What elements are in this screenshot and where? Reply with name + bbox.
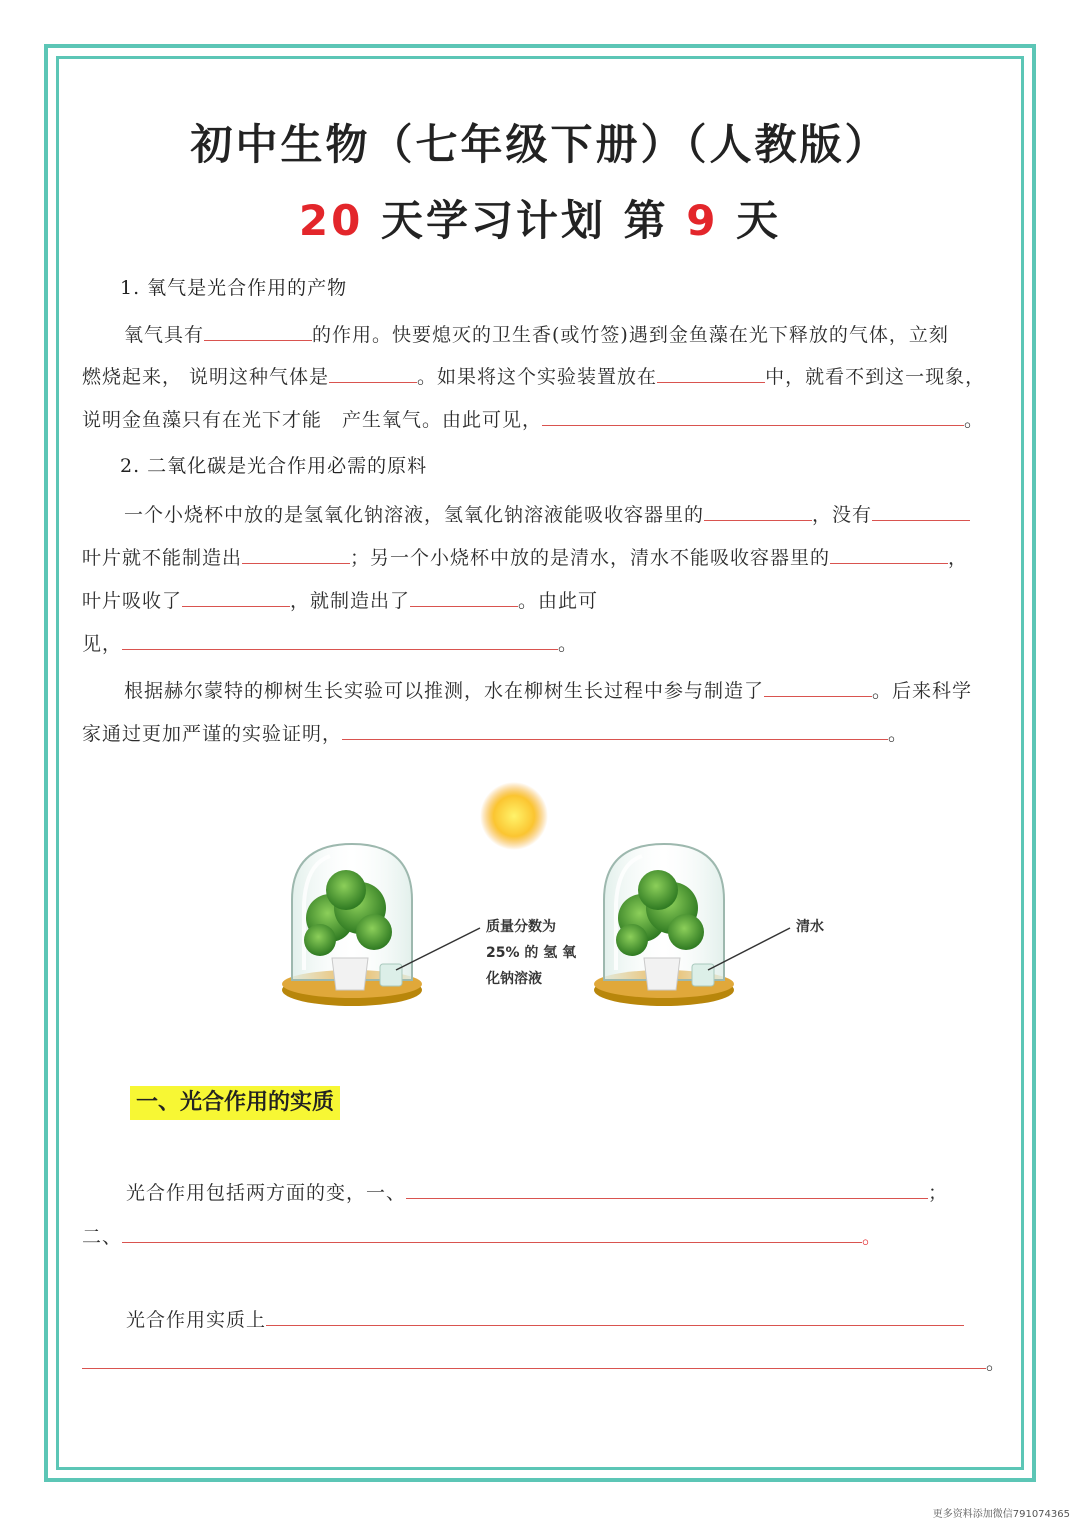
blank[interactable] bbox=[410, 586, 518, 607]
blank[interactable] bbox=[830, 543, 948, 564]
section2-line2: 叶片就不能制造出 ；另一个小烧杯中放的是清水，清水不能吸收容器里的 ， bbox=[82, 543, 968, 572]
section1-line2: 燃烧起来， 说明这种气体是 。如果将这个实验装置放在 中，就看不到这一现象， bbox=[82, 362, 985, 391]
left-figure-label: 质量分数为 25% 的 氢 氧 化钠溶液 bbox=[486, 919, 577, 987]
section2-line1: 一个小烧杯中放的是氢氧化钠溶液，氢氧化钠溶液能吸收容器里的 ，没有 bbox=[124, 500, 970, 529]
page-subtitle bbox=[0, 188, 1080, 248]
page-title: 初中生物（七年级下册）（人教版） bbox=[190, 120, 890, 169]
blank[interactable] bbox=[182, 586, 290, 607]
blank[interactable] bbox=[242, 543, 350, 564]
footer-note: 更多资料添加微信791074365 bbox=[932, 1509, 1070, 1520]
section2-line3: 叶片吸收了 ，就制造出了 。由此可 bbox=[82, 586, 598, 615]
section1-line1: 氧气具有 的作用。快要熄灭的卫生香(或竹签)遇到金鱼藻在光下释放的气体，立刻 bbox=[124, 320, 949, 349]
section1-line3: 说明金鱼藻只有在光下才能 产生氧气。由此可见， 。 bbox=[82, 405, 984, 434]
essence-line3: 光合作用实质上 bbox=[126, 1305, 964, 1334]
blank[interactable] bbox=[872, 500, 970, 521]
blank[interactable] bbox=[704, 500, 812, 521]
sun-icon bbox=[480, 782, 548, 850]
section3-line1: 根据赫尔蒙特的柳树生长实验可以推测，水在柳树生长过程中参与制造了 。后来科学 bbox=[124, 676, 972, 705]
blank[interactable] bbox=[657, 362, 765, 383]
blank[interactable] bbox=[329, 362, 417, 383]
blank[interactable] bbox=[122, 629, 558, 650]
blank[interactable] bbox=[542, 405, 964, 426]
blank[interactable] bbox=[204, 320, 312, 341]
day-number: 9 bbox=[686, 196, 719, 245]
total-days-number: 20 bbox=[298, 196, 364, 245]
essence-heading: 一、光合作用的实质 bbox=[130, 1086, 340, 1120]
blank[interactable] bbox=[406, 1178, 928, 1199]
essence-line4: 。 bbox=[82, 1348, 1006, 1377]
section2-heading: 2. 二氧化碳是光合作用必需的原料 bbox=[120, 455, 428, 477]
left-bell-jar bbox=[282, 844, 480, 1006]
section3-line2: 家通过更加严谨的实验证明， 。 bbox=[82, 719, 908, 748]
essence-line2: 二、 。 bbox=[82, 1222, 882, 1251]
section2-line4: 见， 。 bbox=[82, 629, 578, 658]
right-figure-label: 清水 bbox=[796, 919, 824, 935]
subtitle-end: 天 bbox=[736, 196, 782, 245]
blank[interactable] bbox=[342, 719, 888, 740]
blank[interactable] bbox=[764, 676, 872, 697]
blank[interactable] bbox=[82, 1348, 986, 1369]
section1-heading: 1. 氧气是光合作用的产物 bbox=[120, 277, 348, 299]
page-frame-inner bbox=[56, 56, 1024, 1470]
subtitle-mid: 天学习计划 第 bbox=[380, 196, 669, 245]
right-bell-jar bbox=[594, 844, 790, 1006]
blank[interactable] bbox=[266, 1305, 964, 1326]
blank[interactable] bbox=[122, 1222, 862, 1243]
essence-line1: 光合作用包括两方面的变，一、 ； bbox=[126, 1178, 948, 1207]
experiment-figure bbox=[270, 780, 850, 1040]
